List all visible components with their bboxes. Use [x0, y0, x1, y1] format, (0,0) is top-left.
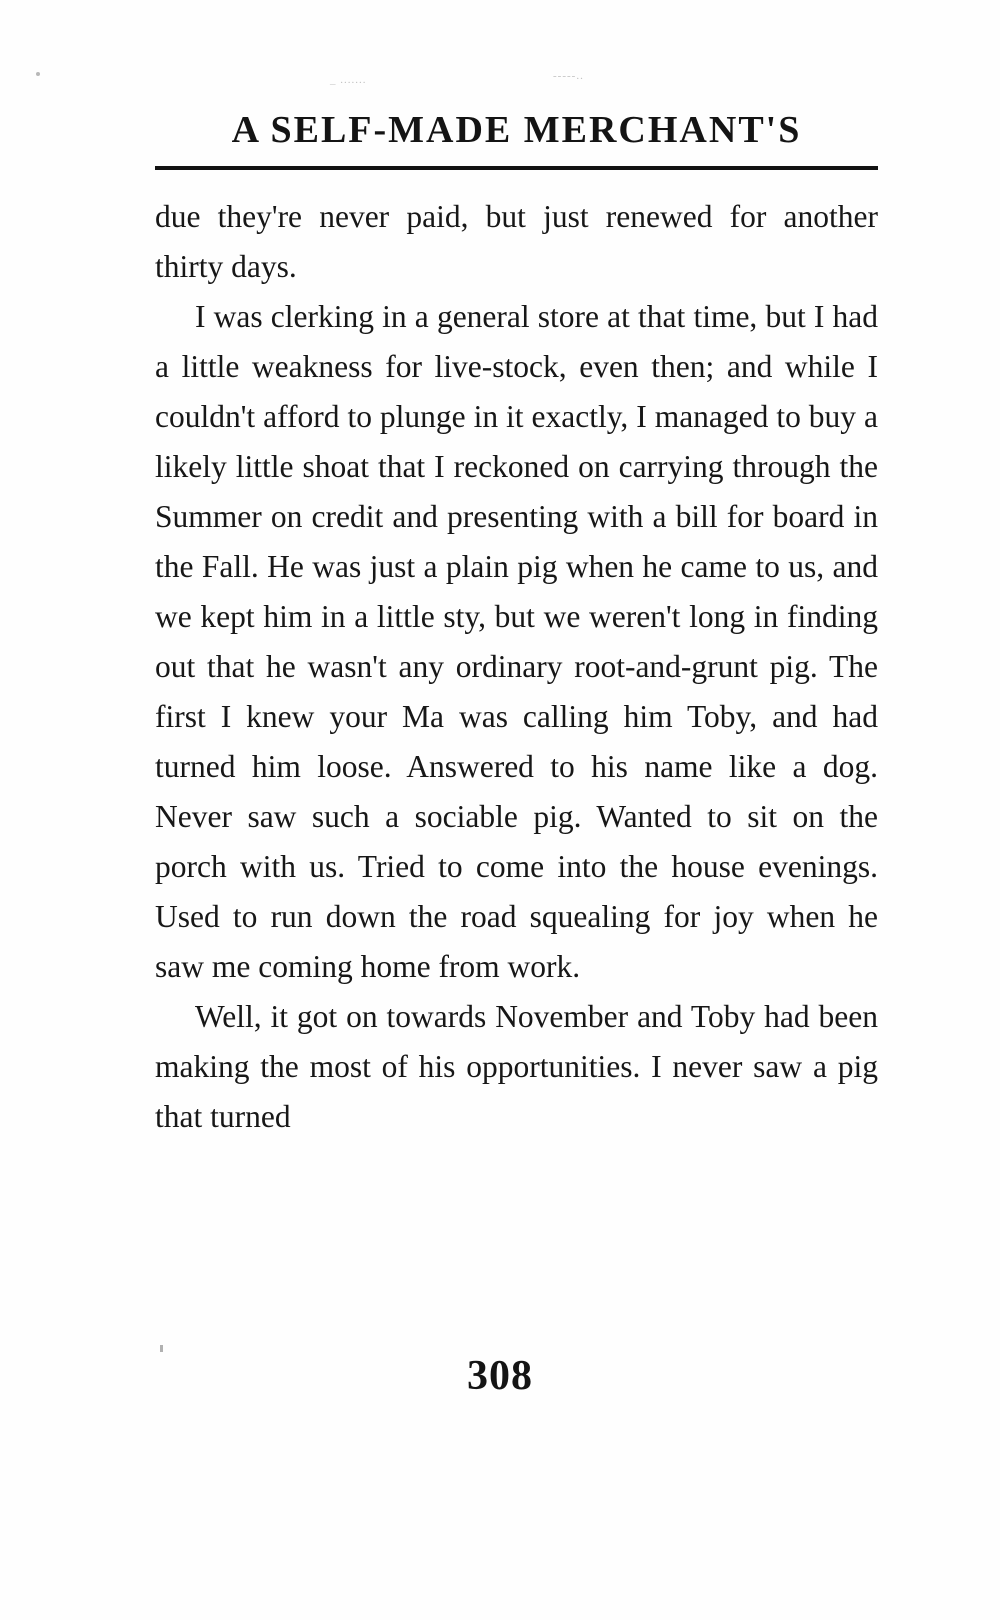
- paragraph: due they're never paid, but just renewed for another thirty days.: [155, 199, 878, 284]
- body-text: [155, 192, 878, 1142]
- scan-artifact-dot-folio: [160, 1345, 163, 1352]
- header-rule: [155, 166, 878, 170]
- page-number: 308: [467, 1353, 533, 1399]
- scan-artifact-dot: [36, 72, 40, 76]
- scan-artifact-mark-right: -----..: [553, 70, 584, 82]
- running-head: A SELF-MADE MERCHANT'S: [231, 109, 802, 151]
- page-content: [155, 108, 878, 1142]
- scan-artifact-mark-left: _ .......: [330, 74, 367, 86]
- paragraph: I was clerking in a general store at that time, but I had a little weakness for live-stock, even then; and while I couldn't afford to plunge in it exactly, I managed to buy a likely little shoat that I reckoned on carrying through the Summer on credit and presenting with a bill for board in the Fall. He was just a plain pig when he came to us, and we kept him in a little sty, but we weren't long in finding out that he wasn't any ordinary root-and-grunt pig. The first I knew your Ma was calling him Toby, and had turned him loose. Answered to his name like a dog. Never saw such a sociable pig. Wanted to sit on the porch with us. Tried to come into the house evenings. Used to run down the road squealing for joy when he saw me coming home from work.: [155, 299, 878, 984]
- paragraph: Well, it got on towards November and Toby had been making the most of his opportunities. I never saw a pig that turned: [155, 999, 878, 1134]
